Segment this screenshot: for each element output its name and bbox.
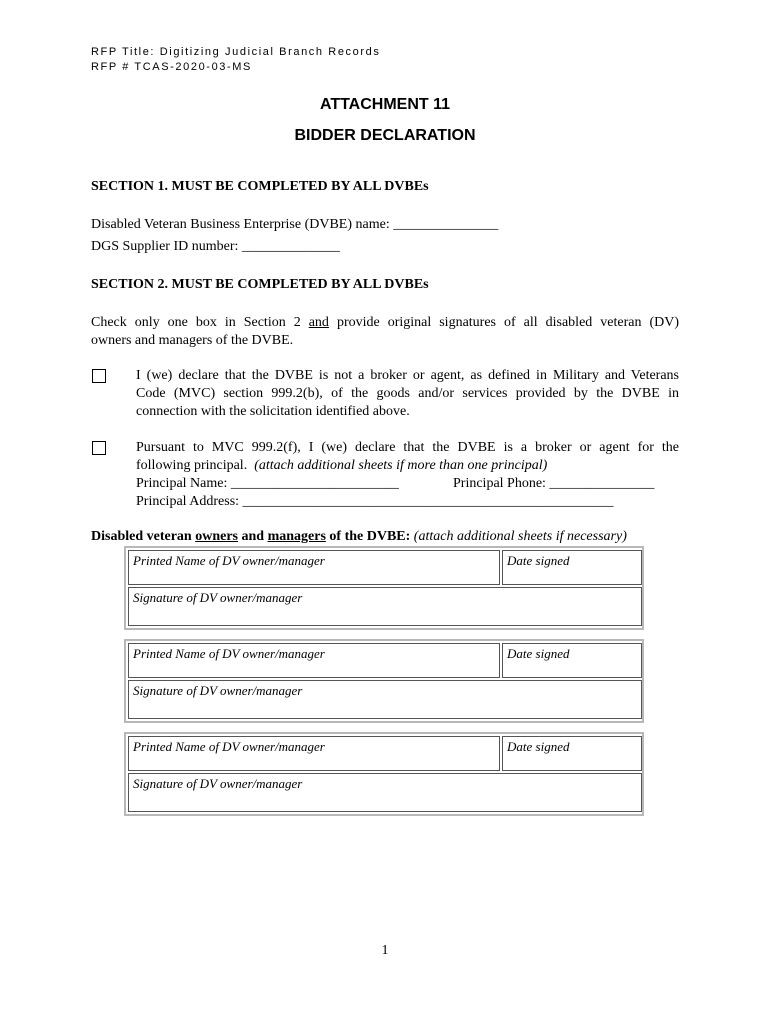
date-signed-field-1[interactable] <box>502 550 642 585</box>
principal-phone-field: Principal Phone: _______________ <box>453 476 655 491</box>
printed-name-label: Printed Name of DV owner/manager <box>133 553 325 568</box>
option1-line3: connection with the solicitation identified above. <box>136 404 410 419</box>
signature-label: Signature of DV owner/manager <box>133 776 303 791</box>
option1-line2: Code (MVC) section 999.2(b), of the goods and/or services provided by the DVBE in <box>136 386 679 401</box>
rfp-title: RFP Title: Digitizing Judicial Branch Records <box>91 46 381 58</box>
option2-line2 <box>136 457 547 475</box>
owners-word: owners <box>195 529 238 544</box>
attachment-title: ATTACHMENT 11 <box>319 96 451 113</box>
option2-following-principal: following principal. <box>136 458 248 473</box>
principal-address-field: Principal Address: _____________________________________________________ <box>136 494 614 509</box>
printed-name-field-2[interactable] <box>128 643 500 678</box>
option2-line1: Pursuant to MVC 999.2(f), I (we) declare that the DVBE is a broker or agent for the <box>136 440 679 455</box>
printed-name-label: Printed Name of DV owner/manager <box>133 739 325 754</box>
section2-intro-line1 <box>91 314 679 332</box>
owners-heading-part2: of the DVBE: <box>329 529 411 544</box>
date-signed-label: Date signed <box>507 553 570 568</box>
date-signed-label: Date signed <box>507 739 570 754</box>
signature-label: Signature of DV owner/manager <box>133 590 303 605</box>
page-number: 1 <box>381 943 389 958</box>
section1-heading: SECTION 1. MUST BE COMPLETED BY ALL DVBEs <box>91 179 429 194</box>
option1-checkbox[interactable] <box>92 369 106 383</box>
signature-block-2 <box>124 639 644 723</box>
intro-and-emphasis: and <box>308 315 329 330</box>
owners-and-word: and <box>241 529 265 544</box>
date-signed-label: Date signed <box>507 646 570 661</box>
owners-heading <box>91 528 627 546</box>
signature-label: Signature of DV owner/manager <box>133 683 303 698</box>
section2-intro-line2: owners and managers of the DVBE. <box>91 333 294 348</box>
signature-block-3 <box>124 732 644 816</box>
section2-heading: SECTION 2. MUST BE COMPLETED BY ALL DVBEs <box>91 277 429 292</box>
option2-note: (attach additional sheets if more than one principal) <box>254 458 548 473</box>
printed-name-field-1[interactable] <box>128 550 500 585</box>
intro-text-part2: provide original signatures of all disabled veteran (DV) <box>336 315 680 330</box>
signature-block-1 <box>124 546 644 630</box>
intro-text-part1: Check only one box in Section 2 <box>91 315 301 330</box>
printed-name-field-3[interactable] <box>128 736 500 771</box>
signature-field-1[interactable] <box>128 587 642 626</box>
date-signed-field-2[interactable] <box>502 643 642 678</box>
option1-line1: I (we) declare that the DVBE is not a broker or agent, as defined in Military and Veterans <box>136 368 679 383</box>
principal-name-field: Principal Name: ________________________ <box>136 476 399 491</box>
option2-checkbox[interactable] <box>92 441 106 455</box>
owners-heading-part1: Disabled veteran <box>91 529 192 544</box>
rfp-number: RFP # TCAS-2020-03-MS <box>91 61 252 73</box>
date-signed-field-3[interactable] <box>502 736 642 771</box>
signature-field-3[interactable] <box>128 773 642 812</box>
dvbe-name-field: Disabled Veteran Business Enterprise (DVBE) name: _______________ <box>91 217 499 232</box>
managers-word: managers <box>267 529 326 544</box>
printed-name-label: Printed Name of DV owner/manager <box>133 646 325 661</box>
document-title: BIDDER DECLARATION <box>294 127 476 144</box>
owners-heading-note: (attach additional sheets if necessary) <box>413 529 627 544</box>
supplier-id-field: DGS Supplier ID number: ______________ <box>91 239 340 254</box>
signature-field-2[interactable] <box>128 680 642 719</box>
